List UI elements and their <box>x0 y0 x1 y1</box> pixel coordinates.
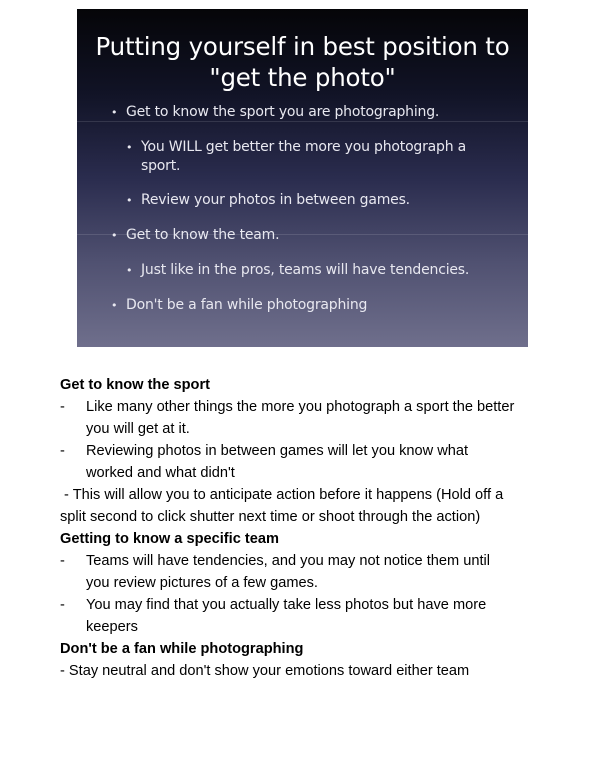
notes-body <box>60 374 560 682</box>
slide-subbullet: • Review your photos in between games. <box>141 191 410 210</box>
list-item <box>60 440 560 484</box>
dash-marker: - <box>60 553 65 569</box>
slide-image <box>77 9 528 347</box>
list-item-line: You may find that you actually take less photos but have more <box>86 597 487 613</box>
list-item <box>60 550 560 594</box>
slide-title-line: Putting yourself in best position to <box>95 32 510 61</box>
slide-bullet: • Get to know the sport you are photographing. <box>126 103 439 122</box>
note-line: split second to click shutter next time or shoot through the action) <box>60 509 481 525</box>
section-heading: Get to know the sport <box>60 377 210 393</box>
slide-bullet: • Get to know the team. <box>126 226 279 245</box>
note-line: - This will allow you to anticipate action before it happens (Hold off a <box>60 487 504 503</box>
slide-subbullet-continuation: sport. <box>141 158 181 174</box>
section-heading: Getting to know a specific team <box>60 531 279 547</box>
slide-bullet: • Don't be a fan while photographing <box>126 296 367 315</box>
list-item-line: Reviewing photos in between games will let you know what <box>86 443 469 459</box>
slide-subbullet: • You WILL get better the more you photograph a <box>141 138 466 157</box>
list-item-line: worked and what didn't <box>86 465 235 481</box>
list-item-line: Like many other things the more you photograph a sport the better <box>86 399 515 415</box>
note-line: - Stay neutral and don't show your emotions toward either team <box>60 663 470 679</box>
list-item <box>60 594 560 638</box>
list-item-line: you review pictures of a few games. <box>86 575 318 591</box>
dash-marker: - <box>60 597 65 613</box>
dash-marker: - <box>60 399 65 415</box>
slide-bullet-list <box>77 9 528 347</box>
list-item <box>60 396 560 440</box>
list-item-line: Teams will have tendencies, and you may not notice them until <box>86 553 490 569</box>
slide-subbullet: • Just like in the pros, teams will have tendencies. <box>141 261 469 280</box>
section-heading: Don't be a fan while photographing <box>60 641 304 657</box>
slide-title-line: "get the photo" <box>209 63 396 92</box>
dash-marker: - <box>60 443 65 459</box>
list-item-line: keepers <box>86 619 138 635</box>
list-item-line: you will get at it. <box>86 421 190 437</box>
